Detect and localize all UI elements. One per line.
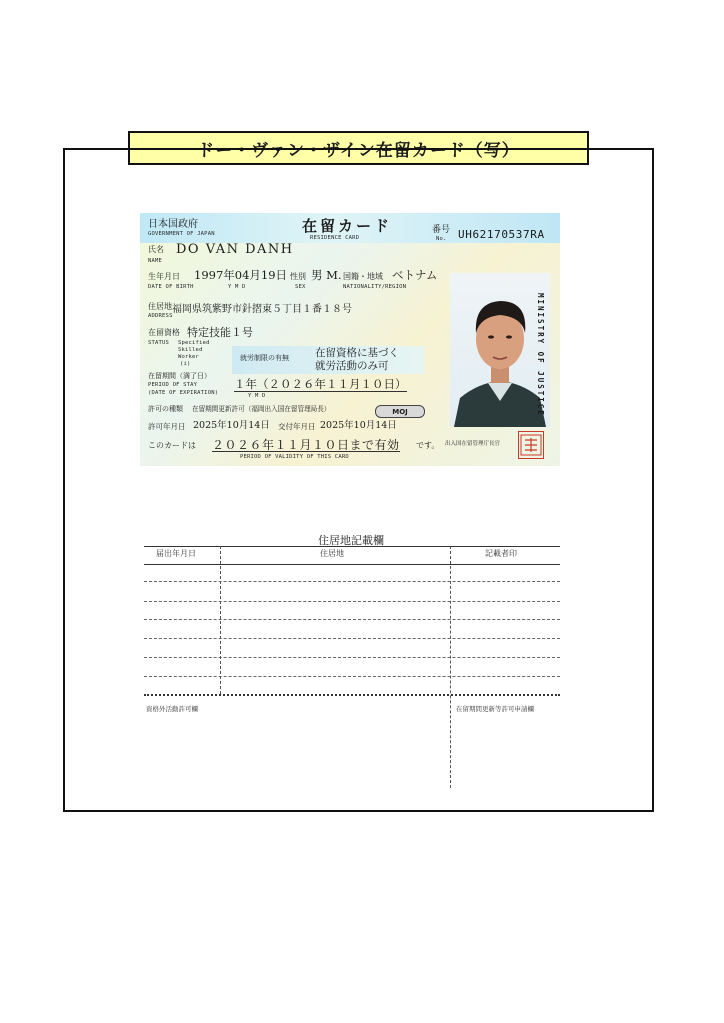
permit-date: 2025年10月14日	[193, 420, 270, 431]
valid-suffix: です。	[416, 441, 440, 450]
status-of-residence: 特定技能１号	[187, 326, 253, 339]
status-label-en: STATUS	[148, 340, 170, 346]
address-column-divider	[220, 546, 221, 694]
number-label-jp: 番号	[432, 225, 451, 235]
photo-eye-left	[488, 335, 494, 338]
status-en-2: Skilled	[178, 347, 203, 353]
address-label-jp: 住居地	[148, 302, 172, 311]
address-section-end-line	[144, 694, 560, 696]
sex: 男 M.	[311, 268, 342, 282]
card-title-jp: 在留カード	[302, 217, 393, 235]
status-label-jp: 在留資格	[148, 328, 180, 337]
photo-eye-right	[506, 335, 512, 338]
government-en: GOVERNMENT OF JAPAN	[148, 231, 215, 237]
valid-prefix: このカードは	[148, 441, 196, 450]
name-label-en: NAME	[148, 258, 163, 264]
status-en-4: (i)	[180, 361, 191, 367]
residence-card-front	[140, 213, 560, 466]
nationality-label-en: NATIONALITY/REGION	[343, 284, 407, 290]
permission-other-activity: 資格外活動許可欄	[146, 705, 198, 713]
nationality: ベトナム	[392, 268, 438, 282]
extension-application: 在留期間更新等許可申請欄	[456, 705, 534, 713]
address: 福岡県筑紫野市針摺東５丁目１番１８号	[172, 304, 352, 315]
issue-date: 2025年10月14日	[320, 420, 397, 431]
dob-ymd: Y M D	[228, 284, 246, 290]
seal-column-divider	[450, 546, 451, 788]
document-title-text: ドー・ヴァン・ザイン在留カード（写）	[197, 140, 520, 161]
moj-hologram	[375, 405, 425, 418]
col-address: 住居地	[320, 549, 344, 558]
address-row-line	[144, 638, 560, 639]
card-number: UH62170537RA	[458, 228, 545, 241]
address-row-line	[144, 619, 560, 620]
moj-text: MOJ	[392, 407, 408, 416]
dob-label-jp: 生年月日	[148, 272, 180, 281]
col-recorder-seal: 記載者印	[485, 549, 517, 558]
sex-label-jp: 性別	[290, 272, 306, 281]
status-en-3: Worker	[178, 354, 200, 360]
period-label-en-1: PERIOD OF STAY	[148, 382, 198, 388]
period-label-jp: 在留期間（満了日）	[148, 372, 211, 380]
permit-type-label: 許可の種類	[148, 405, 183, 413]
sex-label-en: SEX	[295, 284, 306, 290]
permit-type: 在留期間更新許可（福岡出入国在留管理局長）	[192, 405, 331, 413]
dob-label-en: DATE OF BIRTH	[148, 284, 194, 290]
valid-en: PERIOD OF VALIDITY OF THIS CARD	[240, 454, 349, 460]
permit-date-label: 許可年月日	[148, 422, 186, 431]
work-restriction-line1: 在留資格に基づく	[315, 347, 399, 359]
issuer: 出入国在留管理庁長官	[445, 441, 501, 447]
address-row-line	[144, 601, 560, 602]
card-title-en: RESIDENCE CARD	[310, 235, 360, 241]
address-record-title: 住居地記載欄	[318, 534, 384, 547]
period-label-en-2: (DATE OF EXPIRATION)	[148, 390, 219, 396]
nationality-label-jp: 国籍・地域	[343, 272, 383, 281]
residence-card-back	[140, 528, 562, 788]
address-row-line	[144, 676, 560, 677]
holder-name: DO VAN DANH	[176, 242, 294, 257]
back-header-bottom-line	[144, 564, 560, 565]
holder-photo-svg	[450, 273, 550, 427]
government-jp: 日本国政府	[148, 219, 198, 230]
holder-photo	[450, 273, 550, 427]
work-restriction-line2: 就労活動のみ可	[315, 360, 389, 372]
period-of-stay: １年（２０２６年１１月１０日）	[234, 377, 407, 391]
valid-until: ２０２６年１１月１０日まで有効	[212, 438, 400, 452]
address-row-line	[144, 581, 560, 582]
issuer-seal	[518, 431, 544, 459]
col-notification-date: 届出年月日	[156, 549, 196, 558]
back-header-top-line	[144, 546, 560, 547]
seal-glyphs	[525, 438, 537, 452]
issue-date-label: 交付年月日	[278, 422, 316, 431]
seal-mark	[520, 434, 542, 456]
work-restriction-label: 就労制限の有無	[240, 354, 289, 362]
ministry-of-justice: MINISTRY OF JUSTICE	[536, 293, 545, 417]
period-ymd: Y M D	[248, 393, 266, 399]
status-en-1: Specified	[178, 340, 210, 346]
address-label-en: ADDRESS	[148, 313, 173, 319]
name-label-jp: 氏名	[148, 245, 164, 254]
address-row-line	[144, 657, 560, 658]
date-of-birth: 1997年04月19日	[194, 268, 288, 282]
number-label-en: No.	[436, 236, 447, 242]
